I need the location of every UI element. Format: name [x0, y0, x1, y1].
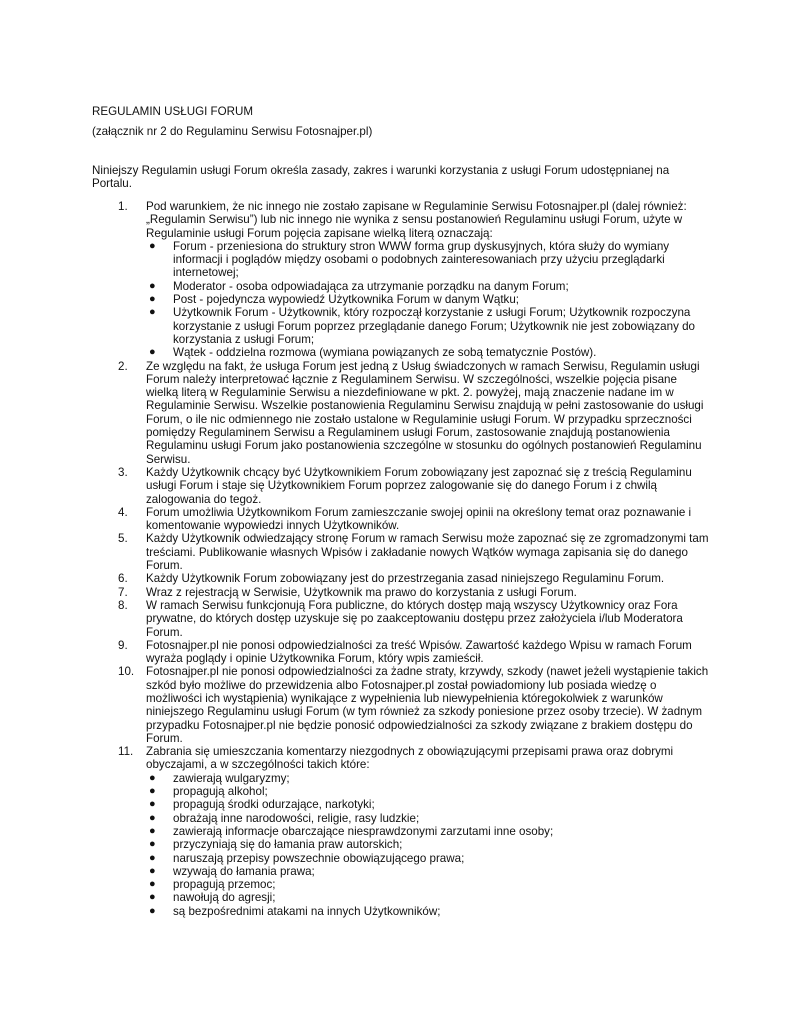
rule-item	[92, 360, 712, 466]
bullet-item	[146, 306, 712, 346]
bullet-text: Forum - przeniesiona do struktury stron WWW forma grup dyskusyjnych, która służy do wymiany informacji i poglądów między osobami o podobnych zainteresowaniach przy użyciu przeglądarki internetowej;	[173, 239, 670, 280]
rule-number: 3.	[118, 465, 128, 479]
rule-text: Fotosnajper.pl nie ponosi odpowiedzialności za treść Wpisów. Zawartość każdego Wpisu w ramach Forum wyraża poglądy i opinie Użytkownika Forum, który wpis zamieścił.	[146, 638, 692, 666]
document-subtitle: (załącznik nr 2 do Regulaminu Serwisu Fotosnajper.pl)	[92, 125, 373, 138]
bullet-dot-icon: ●	[149, 838, 156, 851]
bullet-dot-icon: ●	[149, 293, 156, 306]
bullet-item	[146, 346, 712, 359]
bullet-dot-icon: ●	[149, 904, 156, 917]
bullet-dot-icon: ●	[149, 891, 156, 904]
rules-list	[92, 200, 712, 918]
bullet-dot-icon: ●	[149, 811, 156, 824]
bullet-item	[146, 812, 712, 825]
rule-item	[92, 745, 712, 918]
bullet-item	[146, 852, 712, 865]
rule-text: W ramach Serwisu funkcjonują Fora publiczne, do których dostęp mają wszyscy Użytkownicy oraz Fora prywatne, do których dostęp uzyskuje się po zaakceptowaniu dostępu przez założyciela i/lub Moderatora Forum.	[146, 598, 683, 639]
bullet-text: zawierają wulgaryzmy;	[173, 771, 290, 785]
rule-text: Zabrania się umieszczania komentarzy niezgodnych z obowiązującymi przepisami prawa oraz dobrymi obyczajami, a w szczególności takich które:	[146, 745, 674, 772]
rule-item	[92, 665, 712, 745]
bullet-text: Post - pojedyncza wypowiedź Użytkownika Forum w danym Wątku;	[173, 293, 520, 307]
rule-item	[92, 586, 712, 599]
rule-text: Ze względu na fakt, że usługa Forum jest jedną z Usług świadczonych w ramach Serwisu, Regulamin usługi Forum należy interpretować łącznie z Regulaminem Serwisu. W szczególności, wszelkie pojęcia pisane wielką literą w Regulaminie Serwisu a niezdefiniowane w pkt. 2. powyżej, mają znaczenie nadane im w Regulaminie Serwisu. Wszelkie postanowienia Regulaminu Serwisu znajdują w pełni zastosowanie do usługi Forum, o ile nic odmiennego nie zostało ustalone w Regulaminie usługi Forum. W przypadku sprzeczności pomiędzy Regulaminem Serwisu a Regulaminem usługi Forum, zastosowanie znajdują postanowienia Regulaminu usługi Forum jako postanowienia szczególne w stosunku do ogólnych postanowień Regulaminu Serwisu.	[146, 359, 704, 466]
bullet-item	[146, 838, 712, 851]
bullet-dot-icon: ●	[149, 771, 156, 784]
bullet-text: Użytkownik Forum - Użytkownik, który rozpoczął korzystanie z usługi Forum; Użytkownik rozpoczyna korzystanie z usługi Forum poprzez przeglądanie danego Forum; Użytkownik nie jest zobowiązany do korzystania z usługi Forum;	[173, 306, 695, 346]
bullet-dot-icon: ●	[149, 346, 156, 359]
bullet-item	[146, 280, 712, 293]
bullet-text: są bezpośrednimi atakami na innych Użytkowników;	[173, 904, 441, 918]
bullet-text: Moderator - osoba odpowiadająca za utrzymanie porządku na danym Forum;	[173, 279, 569, 293]
rule-number: 9.	[118, 638, 128, 652]
bullet-item	[146, 785, 712, 798]
rule-item	[92, 506, 712, 533]
bullet-dot-icon: ●	[149, 785, 156, 798]
rule-text: Każdy Użytkownik Forum zobowiązany jest do przestrzegania zasad niniejszego Regulaminu Forum.	[146, 572, 665, 586]
bullet-dot-icon: ●	[149, 864, 156, 877]
rule-text: Fotosnajper.pl nie ponosi odpowiedzialności za żadne straty, krzywdy, szkody (nawet jeżeli wystąpienie takich szkód było możliwe do przewidzenia albo Fotosnajper.pl został powiadomiony lub posiada wiedzę o możliwości ich wystąpienia) wynikające z wypełnienia lub niewypełnienia któregokolwiek z warunków niniejszego Regulaminu usługi Forum (w tym również za szkody poniesione przez osoby trzecie). W żadnym przypadku Fotosnajper.pl nie będzie ponosić odpowiedzialności za szkody związane z brakiem dostępu do Forum.	[146, 665, 709, 745]
document-title: REGULAMIN USŁUGI FORUM	[92, 105, 254, 118]
bullet-text: zawierają informacje obarczające niesprawdzonymi zarzutami inne osoby;	[173, 824, 554, 838]
bullet-text: nawołują do agresji;	[173, 891, 276, 905]
rule-item	[92, 639, 712, 666]
bullet-list	[146, 772, 712, 918]
bullet-dot-icon: ●	[149, 824, 156, 837]
rule-number: 6.	[118, 572, 128, 586]
rule-number: 4.	[118, 505, 128, 519]
rule-text: Forum umożliwia Użytkownikom Forum zamieszczanie swojej opinii na określony temat oraz poznawanie i komentowanie wypowiedzi innych Użytkowników.	[146, 505, 692, 533]
rule-number: 8.	[118, 598, 128, 612]
rule-number: 11.	[118, 745, 134, 759]
rule-item	[92, 200, 712, 360]
rule-text: Każdy Użytkownik chcący być Użytkownikiem Forum zobowiązany jest zapoznać się z treścią Regulaminu usługi Forum i staje się Użytkownikiem Forum poprzez zalogowanie się do danego Forum i z chwilą zalogowania do tegoż.	[146, 465, 692, 506]
rule-item	[92, 599, 712, 639]
bullet-text: wzywają do łamania prawa;	[173, 864, 315, 878]
rule-number: 5.	[118, 532, 128, 546]
bullet-text: przyczyniają się do łamania praw autorskich;	[173, 838, 403, 852]
intro-paragraph: Niniejszy Regulamin usługi Forum określa zasady, zakres i warunki korzystania z usługi Forum udostępnianej na Portalu.	[92, 164, 670, 191]
bullet-item	[146, 865, 712, 878]
bullet-item	[146, 240, 712, 280]
bullet-dot-icon: ●	[149, 851, 156, 864]
bullet-text: obrażają inne narodowości, religie, rasy ludzkie;	[173, 811, 420, 825]
bullet-text: propagują środki odurzające, narkotyki;	[173, 798, 375, 812]
rule-number: 10.	[118, 665, 135, 679]
bullet-item	[146, 825, 712, 838]
bullet-text: propagują przemoc;	[173, 878, 276, 892]
bullet-text: Wątek - oddzielna rozmowa (wymiana powiązanych ze sobą tematycznie Postów).	[173, 346, 597, 360]
rule-number: 2.	[118, 359, 128, 373]
rule-text: Pod warunkiem, że nic innego nie zostało zapisane w Regulaminie Serwisu Fotosnajper.pl (dalej również: „Regulamin Serwisu”) lub nic innego nie wynika z sensu postanowień Regulaminu usługi Forum, użyte w Regulaminie usługi Forum pojęcia zapisane wielką literą oznaczają:	[146, 200, 687, 240]
rule-number: 7.	[118, 585, 128, 599]
bullet-text: propagują alkohol;	[173, 785, 268, 799]
bullet-text: naruszają przepisy powszechnie obowiązującego prawa;	[173, 851, 465, 865]
bullet-item	[146, 772, 712, 785]
rule-number: 1.	[118, 200, 128, 213]
bullet-dot-icon: ●	[149, 878, 156, 891]
bullet-item	[146, 293, 712, 306]
bullet-item	[146, 891, 712, 904]
bullet-item	[146, 798, 712, 811]
rule-text: Wraz z rejestracją w Serwisie, Użytkownik ma prawo do korzystania z usługi Forum.	[146, 585, 577, 599]
rule-item	[92, 572, 712, 585]
rule-item	[92, 532, 712, 572]
rule-text: Każdy Użytkownik odwiedzający stronę Forum w ramach Serwisu może zapoznać się ze zgromadzonymi tam treściami. Publikowanie własnych Wpisów i zakładanie nowych Wątków wymaga zapisania się do danego Forum.	[146, 532, 709, 573]
bullet-dot-icon: ●	[149, 279, 156, 292]
bullet-dot-icon: ●	[149, 306, 156, 319]
bullet-dot-icon: ●	[149, 798, 156, 811]
bullet-dot-icon: ●	[149, 239, 156, 252]
bullet-list	[146, 240, 712, 360]
rule-item	[92, 466, 712, 506]
bullet-item	[146, 878, 712, 891]
bullet-item	[146, 905, 712, 918]
